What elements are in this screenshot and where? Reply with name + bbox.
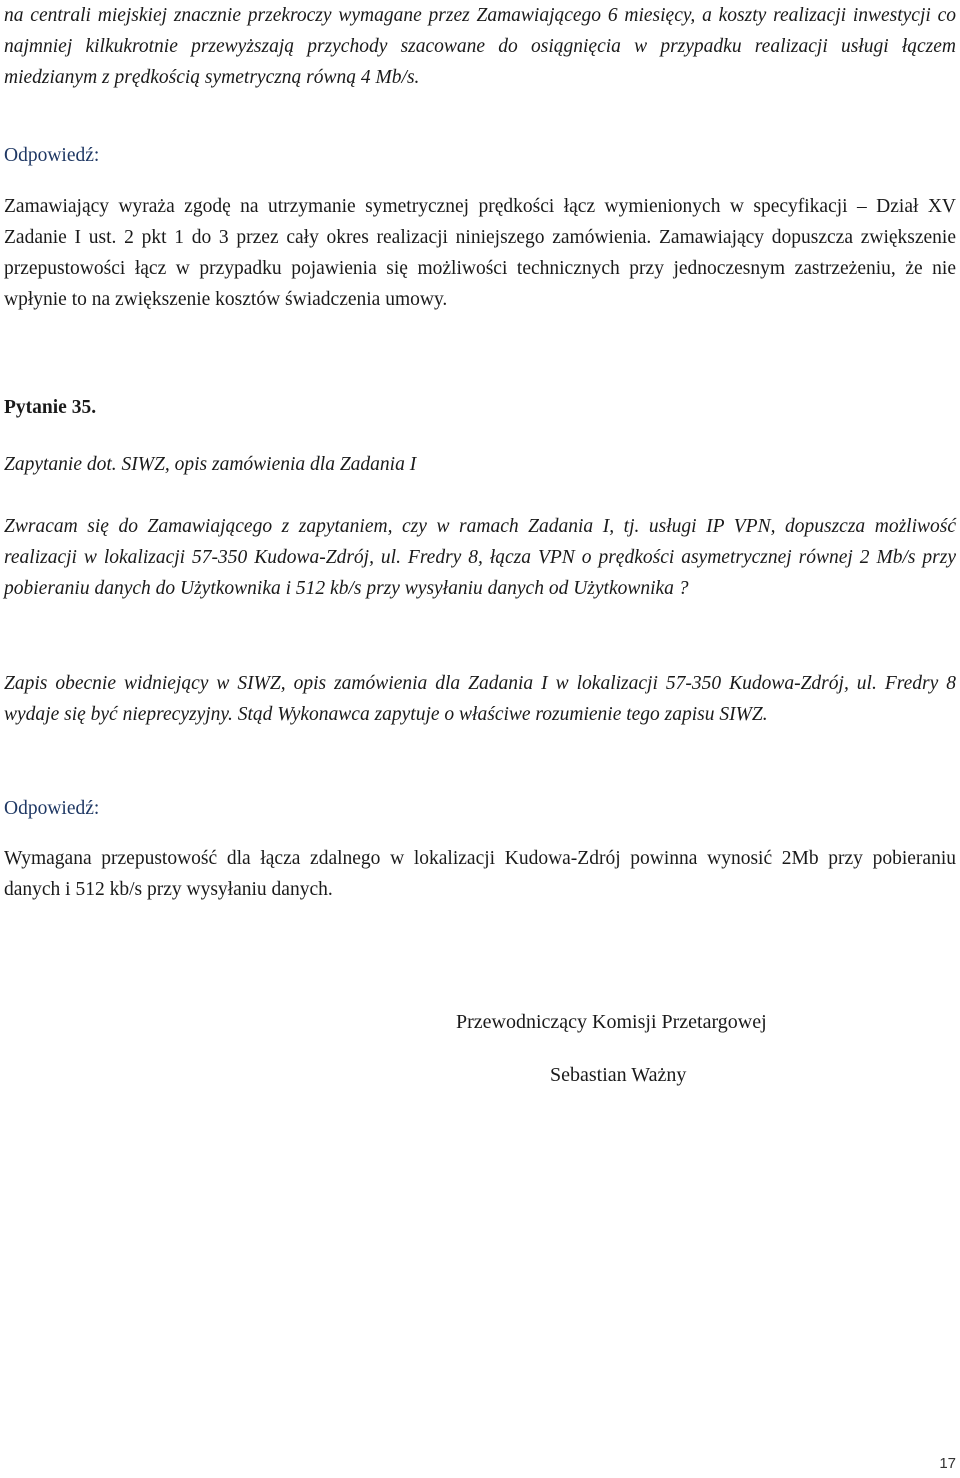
- question-topic-text: Zapytanie dot. SIWZ, opis zamówienia dla Zadania I: [4, 454, 417, 475]
- signature-name: Sebastian Ważny: [550, 1064, 687, 1086]
- question-heading: [4, 392, 956, 423]
- question-heading-text: Pytanie 35.: [4, 397, 97, 418]
- signature-title: Przewodniczący Komisji Przetargowej: [456, 1011, 767, 1033]
- question-text: Zwracam się do Zamawiającego z zapytaniem, czy w ramach Zadania I, tj. usługi IP VPN, dopuszcza możliwość realizacji w lokalizacji 57-350 Kudowa-Zdrój, ul. Fredry 8, łącza VPN o prędkości asymetrycznej równej 2 Mb/s przy pobieraniu danych do Użytkownika i 512 kb/s przy wysyłaniu danych od Użytkownika ?: [4, 516, 956, 599]
- question-paragraph-2: [4, 668, 956, 730]
- answer-paragraph: [4, 191, 956, 315]
- answer-text: Zamawiający wyraża zgodę na utrzymanie symetrycznej prędkości łącz wymienionych w specyfikacji – Dział XV Zadanie I ust. 2 pkt 1 do 3 przez cały okres realizacji niniejszego zamówienia. Zamawiający dopuszcza zwiększenie przepustowości łącz w przypadku pojawienia się możliwości technicznych przy jednoczesnym zastrzeżeniu, że nie wpłynie to na zwiększenie kosztów świadczenia umowy.: [4, 196, 956, 310]
- intro-text: na centrali miejskiej znacznie przekroczy wymagane przez Zamawiającego 6 miesięcy, a koszty realizacji inwestycji co najmniej kilkukrotnie przewyższają przychody szacowane do osiągnięcia w przypadku realizacji usługi łączem miedzianym z prędkością symetryczną równą 4 Mb/s.: [4, 5, 956, 88]
- intro-paragraph: [4, 0, 956, 93]
- question-paragraph: [4, 511, 956, 604]
- answer-paragraph-2: [4, 843, 956, 905]
- answer-label-text-2: Odpowiedź:: [4, 798, 100, 819]
- page-number: 17: [939, 1455, 956, 1472]
- answer-label-2: [4, 793, 956, 824]
- answer-label: [4, 140, 956, 171]
- answer-label-text: Odpowiedź:: [4, 145, 100, 166]
- question-text-2: Zapis obecnie widniejący w SIWZ, opis zamówienia dla Zadania I w lokalizacji 57-350 Kudowa-Zdrój, ul. Fredry 8 wydaje się być nieprecyzyjny. Stąd Wykonawca zapytuje o właściwe rozumienie tego zapisu SIWZ.: [4, 673, 956, 725]
- question-topic: [4, 449, 956, 480]
- answer-text-2: Wymagana przepustowość dla łącza zdalnego w lokalizacji Kudowa-Zdrój powinna wynosić 2Mb przy pobieraniu danych i 512 kb/s przy wysyłaniu danych.: [4, 848, 956, 900]
